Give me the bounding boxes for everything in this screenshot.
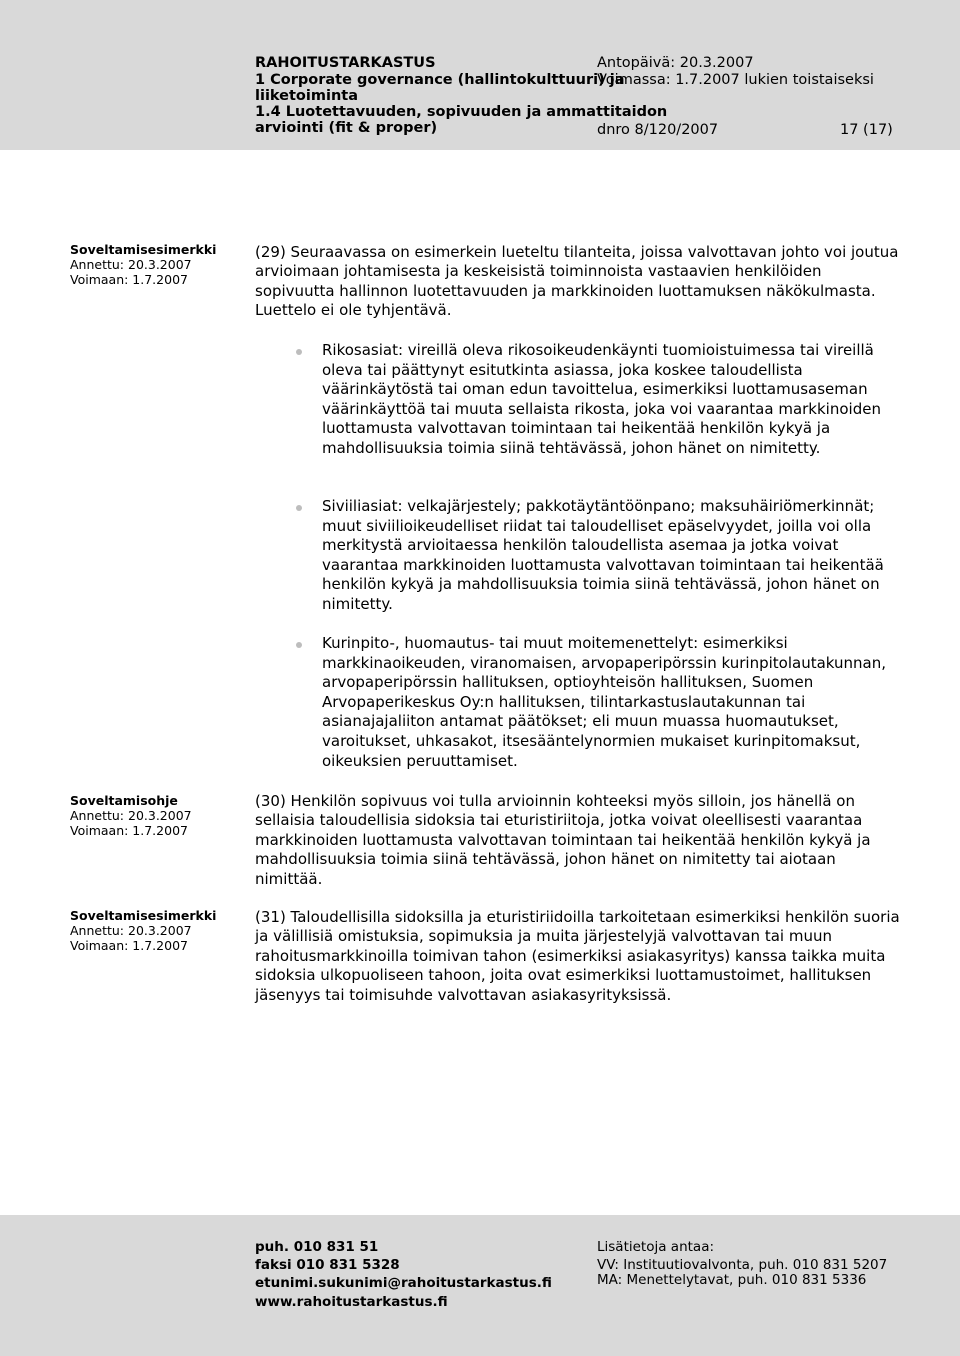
footer-website: www.rahoitustarkastus.fi (255, 1294, 448, 1310)
side-label-2 (70, 793, 240, 838)
paragraph-29: (29) Seuraavassa on esimerkein lueteltu tilanteita, joissa valvottavan johto voi joutua arvioimaan johtamisesta ja keskeisistä toiminnoista vastaavien henkilöiden sopivuutta hallinnon luotettavuuden ja markkinoiden luottamuksen näkökulmasta. Luettelo ei ole tyhjentävä. (255, 243, 899, 320)
document-number: dnro 8/120/2007 (597, 122, 719, 138)
footer-contact-vv: VV: Instituutiovalvonta, puh. 010 831 5207 (597, 1257, 888, 1273)
issue-date: Antopäivä: 20.3.2007 (597, 55, 754, 71)
bullet-icon (296, 642, 302, 648)
subsection-title-line2: arviointi (fit & proper) (255, 120, 438, 136)
bullet-disciplinary-matters: Kurinpito-, huomautus- tai muut moitemenettelyt: esimerkiksi markkinaoikeuden, viranomaisen, arvopaperipörssin kurinpitolautakunnan, arvopaperipörssin hallituksen, optioyhteisön hallituksen, Suomen Arvopaperikeskus Oy:n hallituksen, tilintarkastuslautakunnan tai asianajajaliiton antamat päätökset; eli muun muassa huomautukset, varoitukset, uhkasakot, itsesääntelynormien mukaiset kurinpitomaksut, oikeuksien peruuttamiset. (322, 634, 887, 770)
bullet-criminal-matters: Rikosasiat: vireillä oleva rikosoikeudenkäynti tuomioistuimessa tai vireillä oleva tai päättynyt esitutkinta asiassa, joka koskee taloudellista väärinkäytöstä tai oman edun tavoittelua, esimerkiksi luottamusaseman väärinkäyttöä tai muuta sellaista rikosta, joka voi vaarantaa markkinoiden luottamusta valvottavan toimintaan tai heikentää henkilön kykyä ja mahdollisuuksia toimia siinä tehtävässä, johon hänet on nimitetty. (322, 341, 881, 457)
side-label-1 (70, 242, 240, 287)
section-title-line1: 1 Corporate governance (hallintokulttuuri) ja (255, 72, 625, 88)
footer-info-label: Lisätietoja antaa: (597, 1239, 715, 1255)
bullet-icon (296, 349, 302, 355)
side-label-effective: Voimaan: 1.7.2007 (70, 823, 188, 838)
side-label-issued: Annettu: 20.3.2007 (70, 808, 192, 823)
footer-phone: puh. 010 831 51 (255, 1239, 379, 1255)
side-label-title: Soveltamisesimerkki (70, 908, 217, 923)
side-label-title: Soveltamisesimerkki (70, 242, 217, 257)
footer-band (0, 1215, 960, 1356)
org-name: RAHOITUSTARKASTUS (255, 55, 436, 71)
effective-date: Voimassa: 1.7.2007 lukien toistaiseksi (597, 72, 874, 88)
side-label-effective: Voimaan: 1.7.2007 (70, 272, 188, 287)
header-band (0, 0, 960, 150)
section-title-line2: liiketoiminta (255, 88, 358, 104)
side-label-title: Soveltamisohje (70, 793, 178, 808)
side-label-issued: Annettu: 20.3.2007 (70, 257, 192, 272)
bullet-icon (296, 505, 302, 511)
page-number: 17 (17) (840, 122, 893, 138)
footer-fax: faksi 010 831 5328 (255, 1257, 400, 1273)
bullet-civil-matters: Siviiliasiat: velkajärjestely; pakkotäytäntöönpano; maksuhäiriömerkinnät; muut siviilioikeudelliset riidat tai taloudelliset epäselvyydet, joilla voi olla merkitystä arvioitaessa henkilön taloudellista asemaa ja jotka voivat vaarantaa markkinoiden luottamusta valvottavan toimintaan tai heikentää henkilön kykyä ja mahdollisuuksia toimia siinä tehtävässä, johon hänet on nimitetty. (322, 497, 884, 613)
side-label-3 (70, 908, 240, 953)
footer-email: etunimi.sukunimi@rahoitustarkastus.fi (255, 1275, 552, 1291)
side-label-effective: Voimaan: 1.7.2007 (70, 938, 188, 953)
paragraph-30: (30) Henkilön sopivuus voi tulla arvioinnin kohteeksi myös silloin, jos hänellä on sellaisia taloudellisia sidoksia tai eturistiriitoja, jotka voivat oleellisesti vaarantaa markkinoiden luottamusta valvottavan toimintaan tai heikentää henkilön kykyä ja mahdollisuuksia toimia siinä tehtävässä, johon hänet on nimitetty tai aiotaan nimittää. (255, 792, 871, 888)
paragraph-31: (31) Taloudellisilla sidoksilla ja eturistiriidoilla tarkoitetaan esimerkiksi henkilön suoria ja välillisiä omistuksia, sopimuksia ja muita järjestelyjä valvottavan tai muun rahoitusmarkkinoilla toimivan tahon (esimerkiksi asiakasyritys) kanssa taikka muita sidoksia ulkopuoliseen tahoon, joita ovat esimerkiksi luottamustoimet, hallituksen jäsenyys tai toimisuhde valvottavan asiakasyrityksissä. (255, 908, 900, 1004)
side-label-issued: Annettu: 20.3.2007 (70, 923, 192, 938)
subsection-title-line1: 1.4 Luotettavuuden, sopivuuden ja ammattitaidon (255, 104, 668, 120)
footer-contact-ma: MA: Menettelytavat, puh. 010 831 5336 (597, 1272, 867, 1288)
